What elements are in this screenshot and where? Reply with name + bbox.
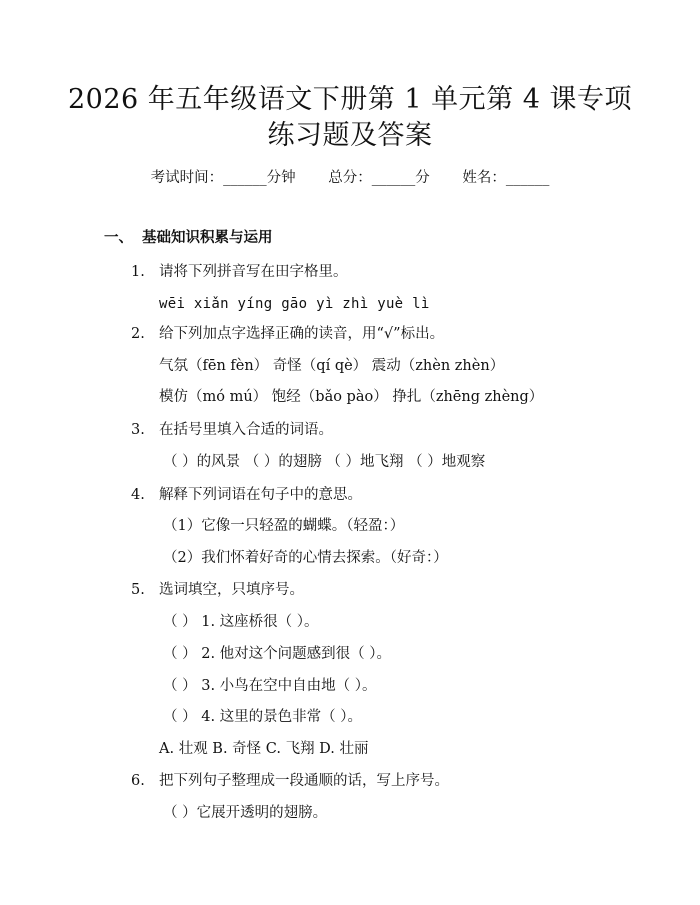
document-title-line-2: 练习题及答案: [267, 120, 433, 151]
question-3-line-1: （ ）的风景 （ ）的翅膀 （ ）地飞翔 （ ）地观察: [163, 454, 486, 470]
question-5: [131, 580, 304, 600]
student-name-field: 姓名：______: [462, 170, 550, 186]
question-1-pinyin-line: wēi xiǎn yíng gāo yì zhì yuè lì: [159, 296, 430, 312]
question-2-line-1: 气氛（fēn fèn） 奇怪（qí qè） 震动（zhèn zhèn）: [159, 358, 505, 374]
total-score-field: 总分：______分: [328, 170, 430, 186]
question-5-line-3: （ ） 3. 小鸟在空中自由地（ ）。: [163, 678, 377, 694]
question-5-line-4: （ ） 4. 这里的景色非常（ ）。: [163, 709, 363, 725]
question-number: 4.: [131, 487, 145, 503]
question-6: [131, 771, 449, 791]
question-prompt: 把下列句子整理成一段通顺的话，写上序号。: [159, 773, 449, 789]
question-prompt: 解释下列词语在句子中的意思。: [159, 487, 362, 503]
question-4-line-1: （1）它像一只轻盈的蝴蝶。（轻盈：）: [163, 518, 405, 534]
question-number: 6.: [131, 773, 145, 789]
question-2: [131, 324, 444, 344]
question-5-line-2: （ ） 2. 他对这个问题感到很（ ）。: [163, 646, 392, 662]
section-title: 基础知识积累与运用: [142, 230, 273, 246]
document-title-line-1: 2026 年五年级语文下册第 1 单元第 4 课专项: [68, 84, 632, 115]
question-prompt: 在括号里填入合适的词语。: [159, 422, 333, 438]
question-5-line-1: （ ） 1. 这座桥很（ ）。: [163, 614, 319, 630]
question-4: [131, 485, 362, 505]
question-prompt: 选词填空，只填序号。: [159, 582, 304, 598]
question-prompt: 给下列加点字选择正确的读音，用“√”标出。: [159, 326, 445, 342]
question-3: [131, 420, 333, 440]
question-2-line-2: 模仿（mó mú） 饱经（bǎo pào） 挣扎（zhēng zhèng）: [159, 389, 544, 405]
exam-time-field: 考试时间：______分钟: [150, 170, 296, 186]
question-prompt: 请将下列拼音写在田字格里。: [159, 264, 348, 280]
question-1: [131, 262, 348, 282]
section-number: 一、: [104, 230, 133, 246]
question-number: 3.: [131, 422, 145, 438]
question-5-options: A. 壮观 B. 奇怪 C. 飞翔 D. 壮丽: [159, 741, 369, 757]
question-4-line-2: （2）我们怀着好奇的心情去探索。（好奇：）: [163, 550, 448, 566]
question-number: 2.: [131, 326, 145, 342]
question-number: 1.: [131, 264, 145, 280]
question-number: 5.: [131, 582, 145, 598]
section-heading: [104, 228, 273, 248]
exam-meta-row: [0, 168, 700, 188]
question-6-line-1: （ ）它展开透明的翅膀。: [163, 805, 328, 821]
